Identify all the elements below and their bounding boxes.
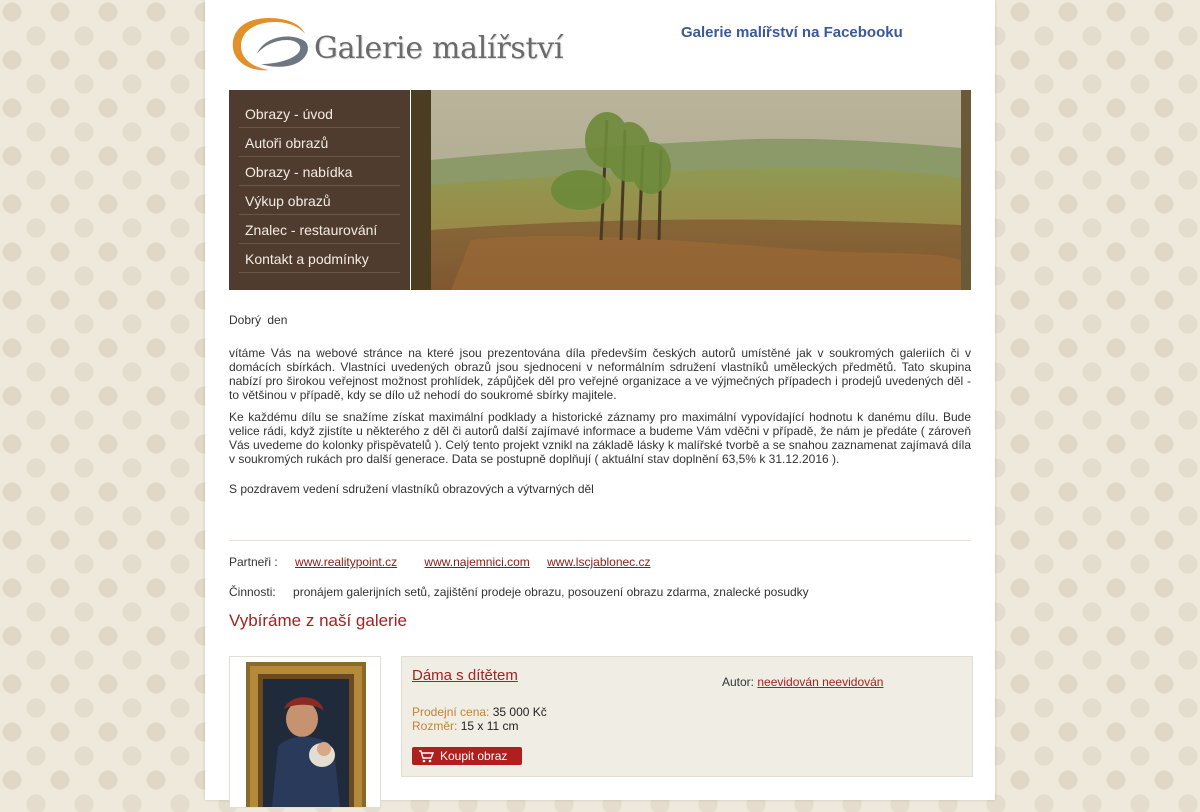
nav-item-label[interactable]: Autoři obrazů	[245, 135, 329, 151]
painting-thumbnail-image	[230, 657, 380, 807]
logo[interactable]	[229, 14, 564, 74]
price-label: Prodejní cena:	[412, 705, 490, 719]
nav-item-autori-obrazu[interactable]	[239, 128, 400, 157]
divider	[229, 540, 971, 541]
logo-swirl-icon	[229, 14, 313, 74]
author-link[interactable]: neevidován neevidován	[757, 675, 884, 689]
nav-item-znalec-restaurovani[interactable]	[239, 215, 400, 244]
nav-item-obrazy-nabidka[interactable]	[239, 157, 400, 186]
nav-item-obrazy-uvod[interactable]	[239, 99, 400, 128]
main-navigation	[229, 90, 410, 290]
facebook-link[interactable]: Galerie malířství na Facebooku	[681, 24, 903, 41]
nav-item-label[interactable]: Obrazy - úvod	[245, 106, 333, 122]
logo-text: Galerie malířství	[314, 31, 564, 66]
product-author	[722, 675, 883, 689]
shopping-cart-icon	[418, 749, 434, 768]
greeting-text: Dobrý den	[229, 313, 288, 327]
partner-link-najemnici[interactable]: www.najemnici.com	[424, 555, 530, 569]
size-value: 15 x 11 cm	[460, 719, 519, 733]
nav-item-label[interactable]: Znalec - restaurování	[245, 222, 378, 238]
product-price	[412, 705, 547, 719]
product-title-link[interactable]: Dáma s dítětem	[412, 667, 518, 684]
partners-row	[229, 555, 651, 569]
intro-paragraph-1: vítáme Vás na webové stránce na které jsou prezentována díla především českých autorů umístěné jak v soukromých galeriích či v domácích sbírkách. Vlastníci uvedených obrazů jsou sjednoceni v neformálním sdružení vlastníků uměleckých předmětů. Tato skupina nabízí pro širokou veřejnost možnost prohlídek, zápůjček děl pro veřejné organizace a ve výjmečných případech i prodejů uvedených děl - to většinou v případě, kdy se dílo už nehodí do soukromé sbírky majitele.	[229, 346, 971, 402]
nav-item-label[interactable]: Obrazy - nabídka	[245, 164, 353, 180]
nav-item-label[interactable]: Výkup obrazů	[245, 193, 331, 209]
activities-text: pronájem galerijních setů, zajištění prodeje obrazu, posouzení obrazu zdarma, znalecké posudky	[293, 585, 809, 599]
buy-button-label: Koupit obraz	[440, 749, 508, 763]
partner-link-lscjablonec[interactable]: www.lscjablonec.cz	[547, 555, 651, 569]
nav-item-label[interactable]: Kontakt a podmínky	[245, 251, 369, 267]
product-details	[401, 656, 973, 777]
partners-label: Partneři :	[229, 555, 278, 569]
author-label: Autor:	[722, 675, 755, 689]
activities-row	[229, 585, 809, 599]
product-size	[412, 719, 519, 733]
buy-painting-button[interactable]	[412, 747, 522, 765]
page-container	[205, 0, 995, 800]
nav-item-vykup-obrazu[interactable]	[239, 186, 400, 215]
intro-paragraph-2: Ke každému dílu se snažíme získat maximální podklady a historické záznamy pro maximální vypovídající hodnotu k danému dílu. Bude velice rádi, když zjistíte u některého z děl či autorů další zajímavé informace a budeme Vám vděčni v případě, že nám je předáte ( zároveň Vás uvedeme do kolonky přispěvatelů ). Celý tento projekt vznikl na základě lásky k malířské tvorbě a se snahou zaznamenat zajímavá díla v soukromých rukách pro další generace. Data se postupně doplňují ( aktuální stav doplnění 63,5% k 31.12.2016 ).	[229, 410, 971, 466]
landscape-painting-image	[411, 90, 971, 290]
activities-label: Činnosti:	[229, 585, 276, 599]
product-thumbnail[interactable]	[229, 656, 381, 808]
gallery-heading: Vybíráme z naší galerie	[229, 611, 407, 630]
size-label: Rozměr:	[412, 719, 458, 733]
intro-paragraph-3: S pozdravem vedení sdružení vlastníků obrazových a výtvarných děl	[229, 482, 594, 496]
nav-item-kontakt[interactable]	[239, 244, 400, 273]
banner-landscape-painting	[411, 90, 971, 290]
price-value: 35 000 Kč	[492, 705, 547, 719]
partner-link-realitypoint[interactable]: www.realitypoint.cz	[295, 555, 398, 569]
